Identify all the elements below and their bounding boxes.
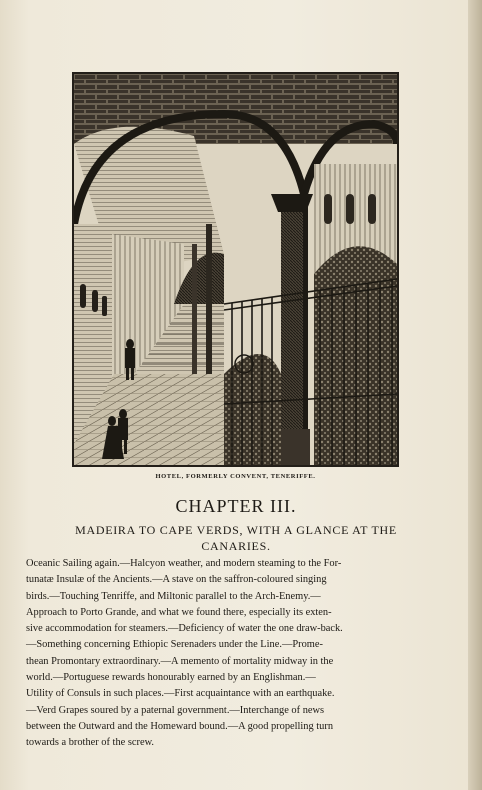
chapter-summary	[26, 556, 456, 752]
summary-line: between the Outward and the Homeward bound.—A good propelling turn	[26, 720, 334, 732]
summary-line: Utility of Consuls in such places.—First acquaintance with an earthquake.	[26, 688, 335, 700]
summary-line: —Something concerning Ethiopic Serenaders under the Line.—Prome-	[26, 639, 323, 651]
summary-line: thean Promontary extraordinary.—A memento of mortality midway in the	[26, 655, 334, 667]
summary-line: Oceanic Sailing again.—Halcyon weather, and modern steaming to the For-	[26, 558, 342, 569]
summary-line: tunatæ Insulæ of the Ancients.—A stave on the saffron-coloured singing	[26, 574, 327, 586]
summary-line: Approach to Porto Grande, and what we found there, especially its exten-	[26, 606, 332, 618]
summary-line: towards a brother of the screw.	[26, 737, 155, 749]
summary-line: sive accommodation for steamers.—Deficiency of water the one draw-back.	[26, 623, 343, 635]
chapter-title-line-2: CANARIES.	[201, 539, 271, 553]
summary-line: —Verd Grapes soured by a paternal government.—Interchange of news	[26, 704, 325, 716]
illustration-caption: HOTEL, FORMERLY CONVENT, TENERIFFE.	[155, 473, 316, 480]
chapter-title	[60, 522, 412, 554]
engraving-illustration	[72, 72, 399, 467]
summary-line: world.—Portuguese rewards honourably earned by an Englishman.—	[26, 672, 316, 684]
chapter-title-line-1: MADEIRA TO CAPE VERDS, WITH A GLANCE AT THE	[75, 523, 397, 537]
summary-line: birds.—Touching Tenriffe, and Miltonic parallel to the Arch-Enemy.—	[26, 590, 321, 602]
page-gutter-shadow	[468, 0, 482, 790]
chapter-heading: CHAPTER III.	[175, 496, 297, 516]
